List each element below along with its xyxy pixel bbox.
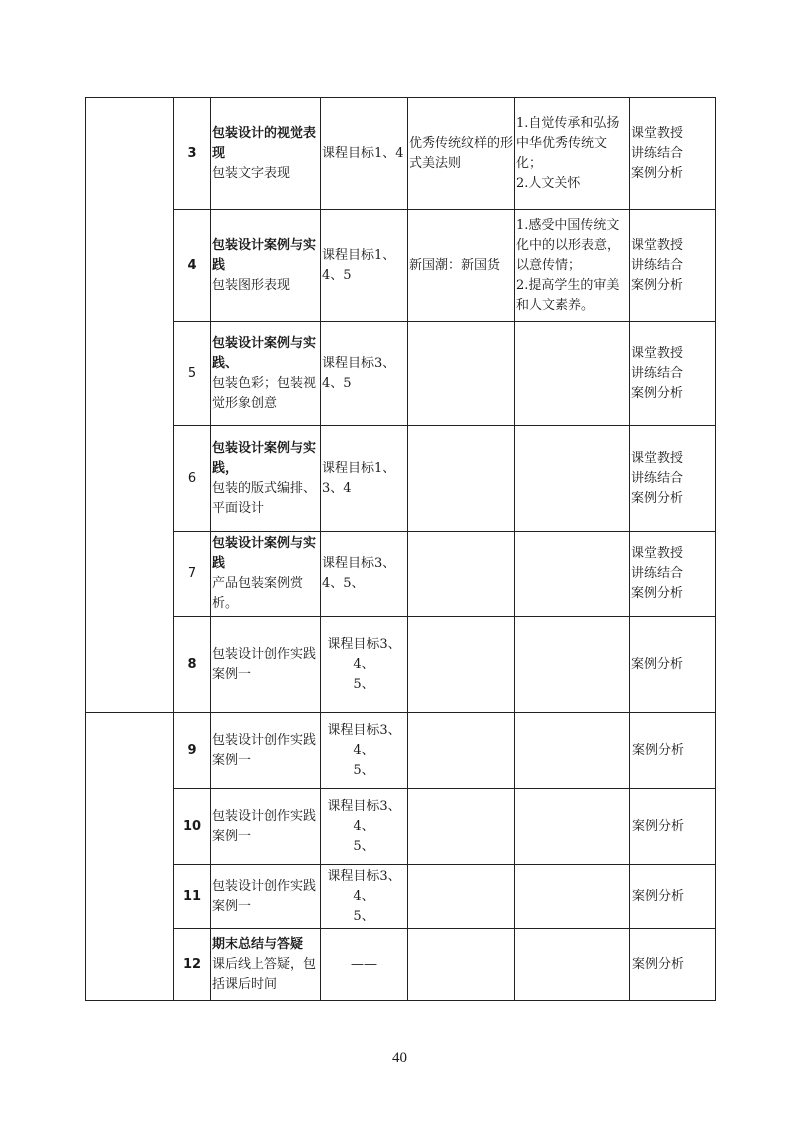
- table-row: [86, 322, 716, 426]
- ideological-element: [408, 532, 515, 617]
- table-row: [86, 426, 716, 532]
- lesson-subtitle: 包装设计创作实践案例一: [212, 646, 317, 682]
- lesson-subtitle: 课后线上答疑，包括课后时间: [212, 956, 317, 992]
- teaching-method: 案例分析: [630, 929, 716, 1001]
- course-schedule-table: [85, 97, 716, 1001]
- lesson-content: [211, 426, 321, 532]
- lesson-subtitle: 产品包装案例赏析。: [212, 576, 304, 611]
- teaching-method: 课堂教授 讲练结合 案例分析: [630, 532, 716, 617]
- course-goal: 课程目标1、3、4: [321, 426, 408, 532]
- course-goal: 课程目标3、4、 5、: [321, 789, 408, 865]
- lesson-subtitle: 包装色彩；包装视觉形象创意: [212, 375, 317, 411]
- lesson-subtitle: 包装图形表现: [212, 277, 291, 293]
- teaching-method: 课堂教授 讲练结合 案例分析: [630, 322, 716, 426]
- lesson-number: 11: [174, 865, 211, 929]
- lesson-subtitle: 包装设计创作实践案例一: [212, 878, 317, 914]
- lesson-content: [211, 532, 321, 617]
- week-cell: [86, 713, 174, 1001]
- course-goal: 课程目标1、4、5: [321, 210, 408, 322]
- teaching-method: 案例分析: [630, 617, 716, 713]
- teaching-method: 案例分析: [630, 713, 716, 789]
- teaching-case: [515, 532, 630, 617]
- ideological-element: [408, 865, 515, 929]
- lesson-content: [211, 322, 321, 426]
- lesson-title: 包装设计案例与实践: [212, 237, 317, 273]
- table-row: [86, 617, 716, 713]
- teaching-case: [515, 929, 630, 1001]
- lesson-content: [211, 865, 321, 929]
- lesson-content: [211, 789, 321, 865]
- lesson-subtitle: 包装设计创作实践案例一: [212, 808, 317, 844]
- lesson-number: 4: [174, 210, 211, 322]
- table-row: [86, 865, 716, 929]
- lesson-number: 8: [174, 617, 211, 713]
- lesson-number: 6: [174, 426, 211, 532]
- teaching-case: [515, 426, 630, 532]
- teaching-method: 案例分析: [630, 789, 716, 865]
- table-row: [86, 929, 716, 1001]
- teaching-case: [515, 865, 630, 929]
- lesson-title: 包装设计案例与实践、: [212, 335, 317, 371]
- course-goal: 课程目标3、4、 5、: [321, 617, 408, 713]
- table-row: [86, 210, 716, 322]
- lesson-number: 7: [174, 532, 211, 617]
- ideological-element: 优秀传统纹样的形式美法则: [408, 98, 515, 210]
- ideological-element: [408, 789, 515, 865]
- teaching-case: [515, 322, 630, 426]
- teaching-case: [515, 713, 630, 789]
- course-goal: 课程目标3、4、5、: [321, 532, 408, 617]
- lesson-number: 9: [174, 713, 211, 789]
- course-goal: 课程目标3、4、5: [321, 322, 408, 426]
- ideological-element: 新国潮：新国货: [408, 210, 515, 322]
- teaching-method: 课堂教授 讲练结合 案例分析: [630, 426, 716, 532]
- teaching-case: 1.自觉传承和弘扬中华优秀传统文化； 2.人文关怀: [515, 98, 630, 210]
- course-goal: 课程目标1、4: [321, 98, 408, 210]
- course-goal: ——: [321, 929, 408, 1001]
- lesson-number: 3: [174, 98, 211, 210]
- teaching-case: 1.感受中国传统文化中的以形表意，以意传情； 2.提高学生的审美和人文素养。: [515, 210, 630, 322]
- teaching-case: [515, 617, 630, 713]
- teaching-case: [515, 789, 630, 865]
- table-row: [86, 713, 716, 789]
- week-cell: [86, 98, 174, 713]
- teaching-method: 课堂教授 讲练结合 案例分析: [630, 98, 716, 210]
- lesson-subtitle: 包装设计创作实践案例一: [212, 732, 317, 768]
- ideological-element: [408, 713, 515, 789]
- lesson-title: 期末总结与答疑: [212, 936, 304, 952]
- lesson-content: [211, 210, 321, 322]
- lesson-number: 5: [174, 322, 211, 426]
- lesson-title: 包装设计案例与实践: [212, 536, 317, 571]
- table-row: [86, 98, 716, 210]
- lesson-content: [211, 98, 321, 210]
- lesson-number: 12: [174, 929, 211, 1001]
- table-row: [86, 789, 716, 865]
- teaching-method: 课堂教授 讲练结合 案例分析: [630, 210, 716, 322]
- lesson-number: 10: [174, 789, 211, 865]
- ideological-element: [408, 617, 515, 713]
- course-goal: 课程目标3、4、 5、: [321, 713, 408, 789]
- course-goal: 课程目标3、4、 5、: [321, 865, 408, 929]
- lesson-title: 包装设计案例与实践，: [212, 440, 317, 476]
- lesson-content: [211, 929, 321, 1001]
- lesson-subtitle: 包装的版式编排、平面设计: [212, 480, 317, 516]
- teaching-method: 案例分析: [630, 865, 716, 929]
- lesson-content: [211, 713, 321, 789]
- ideological-element: [408, 322, 515, 426]
- lesson-title: 包装设计的视觉表现: [212, 125, 317, 161]
- table-row: [86, 532, 716, 617]
- lesson-content: [211, 617, 321, 713]
- ideological-element: [408, 929, 515, 1001]
- lesson-subtitle: 包装文字表现: [212, 165, 291, 181]
- ideological-element: [408, 426, 515, 532]
- page-number: 40: [392, 1050, 407, 1066]
